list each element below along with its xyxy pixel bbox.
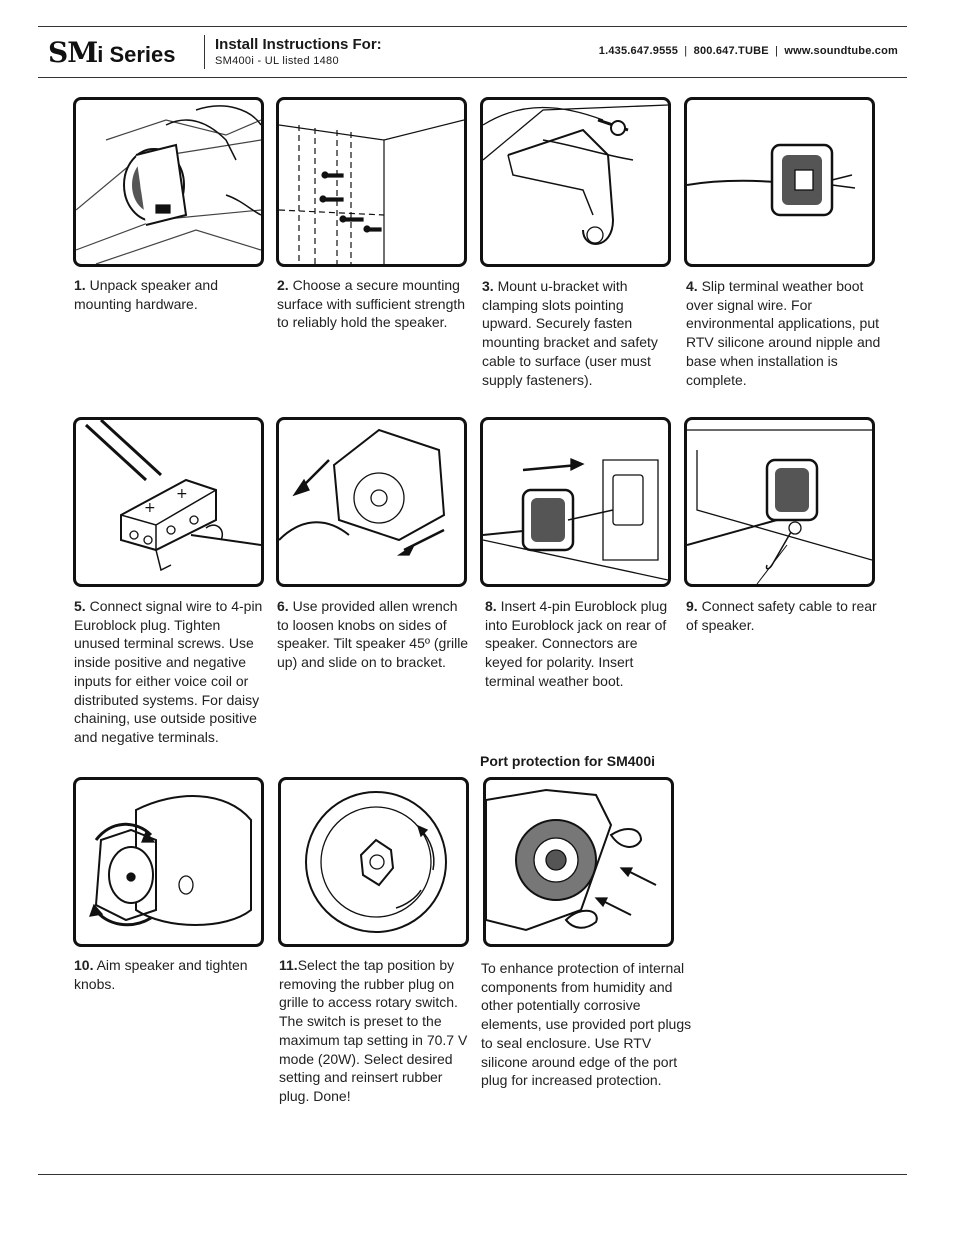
step-number: 6. <box>277 598 289 614</box>
contact-info <box>599 45 898 57</box>
step-11-illustration <box>278 777 469 947</box>
step-text: Connect signal wire to 4-pin Euroblock plug. Tighten unused terminal screws. Use inside positive and negative inputs for either voice coil or distributed systems. For daisy chaining, use outside positive and negative terminals. <box>74 598 263 745</box>
step-text: Mount u-bracket with clamping slots pointing upward. Securely fasten mounting bracket and safety cable to surface (user must supply fasteners). <box>482 278 658 388</box>
step-2-caption <box>277 276 467 332</box>
step-number: 3. <box>482 278 494 294</box>
step-6-illustration <box>276 417 467 587</box>
step-number: 4. <box>686 278 698 294</box>
step-number: 11. <box>279 957 298 973</box>
step-3-caption <box>482 277 672 389</box>
phone-2: 800.647.TUBE <box>693 45 769 57</box>
step-text: Unpack speaker and mounting hardware. <box>74 277 218 312</box>
website: www.soundtube.com <box>784 45 898 57</box>
header-bottom-rule <box>38 77 907 78</box>
port-protection-caption: To enhance protection of internal components from humidity and other potentially corrosive elements, use provided port plugs to seal enclosure. Use RTV silicone around edge of the port plug for increased protection. <box>481 960 692 1089</box>
port-protection-illustration <box>483 777 674 947</box>
separator: | <box>775 45 779 57</box>
step-text: Connect safety cable to rear of speaker. <box>686 598 877 633</box>
port-protection-title: Port protection for SM400i <box>480 753 656 769</box>
step-1-caption <box>74 276 264 313</box>
step-number: 8. <box>485 598 497 614</box>
logo <box>48 36 176 69</box>
step-number: 9. <box>686 598 698 614</box>
step-11-caption <box>279 956 469 1106</box>
footer-rule <box>38 1174 907 1175</box>
logo-rest: i Series <box>97 42 176 67</box>
step-text: Aim speaker and tighten knobs. <box>74 957 248 992</box>
step-number: 2. <box>277 277 289 293</box>
step-10-illustration <box>73 777 264 947</box>
step-3-illustration <box>480 97 671 267</box>
step-9-caption <box>686 597 881 634</box>
step-1-illustration <box>73 97 264 267</box>
step-text: Insert 4-pin Euroblock plug into Euroblock jack on rear of speaker. Connectors are keyed for polarity. Insert terminal weather boot. <box>485 598 668 689</box>
separator: | <box>684 45 688 57</box>
step-10-caption <box>74 956 264 993</box>
step-8-illustration <box>480 417 671 587</box>
step-text: Select the tap position by removing the rubber plug on grille to access rotary switch. The switch is preset to the maximum tap setting in 70.7 V mode (20W). Select desired setting and reinsert rubber plug. Done! <box>279 957 468 1104</box>
page-subtitle: SM400i - UL listed 1480 <box>215 55 339 67</box>
header-top-rule <box>38 26 907 27</box>
step-number: 1. <box>74 277 86 293</box>
logo-main: SM <box>48 36 98 69</box>
step-5-illustration <box>73 417 264 587</box>
step-number: 5. <box>74 598 86 614</box>
step-2-illustration <box>276 97 467 267</box>
phone-1: 1.435.647.9555 <box>598 45 679 57</box>
step-4-illustration <box>684 97 875 267</box>
step-4-caption <box>686 277 881 389</box>
step-text: Slip terminal weather boot over signal wire. For environmental applications, put RTV silicone around nipple and base when installation is complete. <box>686 278 881 388</box>
step-9-illustration <box>684 417 875 587</box>
step-number: 10. <box>74 957 94 973</box>
svg-text:+: + <box>176 486 188 502</box>
step-8-caption <box>485 597 675 691</box>
svg-text:+: + <box>144 500 156 516</box>
page-title: Install Instructions For: <box>215 36 382 53</box>
step-6-caption <box>277 597 472 672</box>
step-text: Choose a secure mounting surface with sufficient strength to reliably hold the speaker. <box>277 277 466 331</box>
header-divider <box>204 35 205 69</box>
step-5-caption <box>74 597 269 747</box>
step-text: Use provided allen wrench to loosen knobs on sides of speaker. Tilt speaker 45º (grille up) and slide on to bracket. <box>277 598 469 671</box>
